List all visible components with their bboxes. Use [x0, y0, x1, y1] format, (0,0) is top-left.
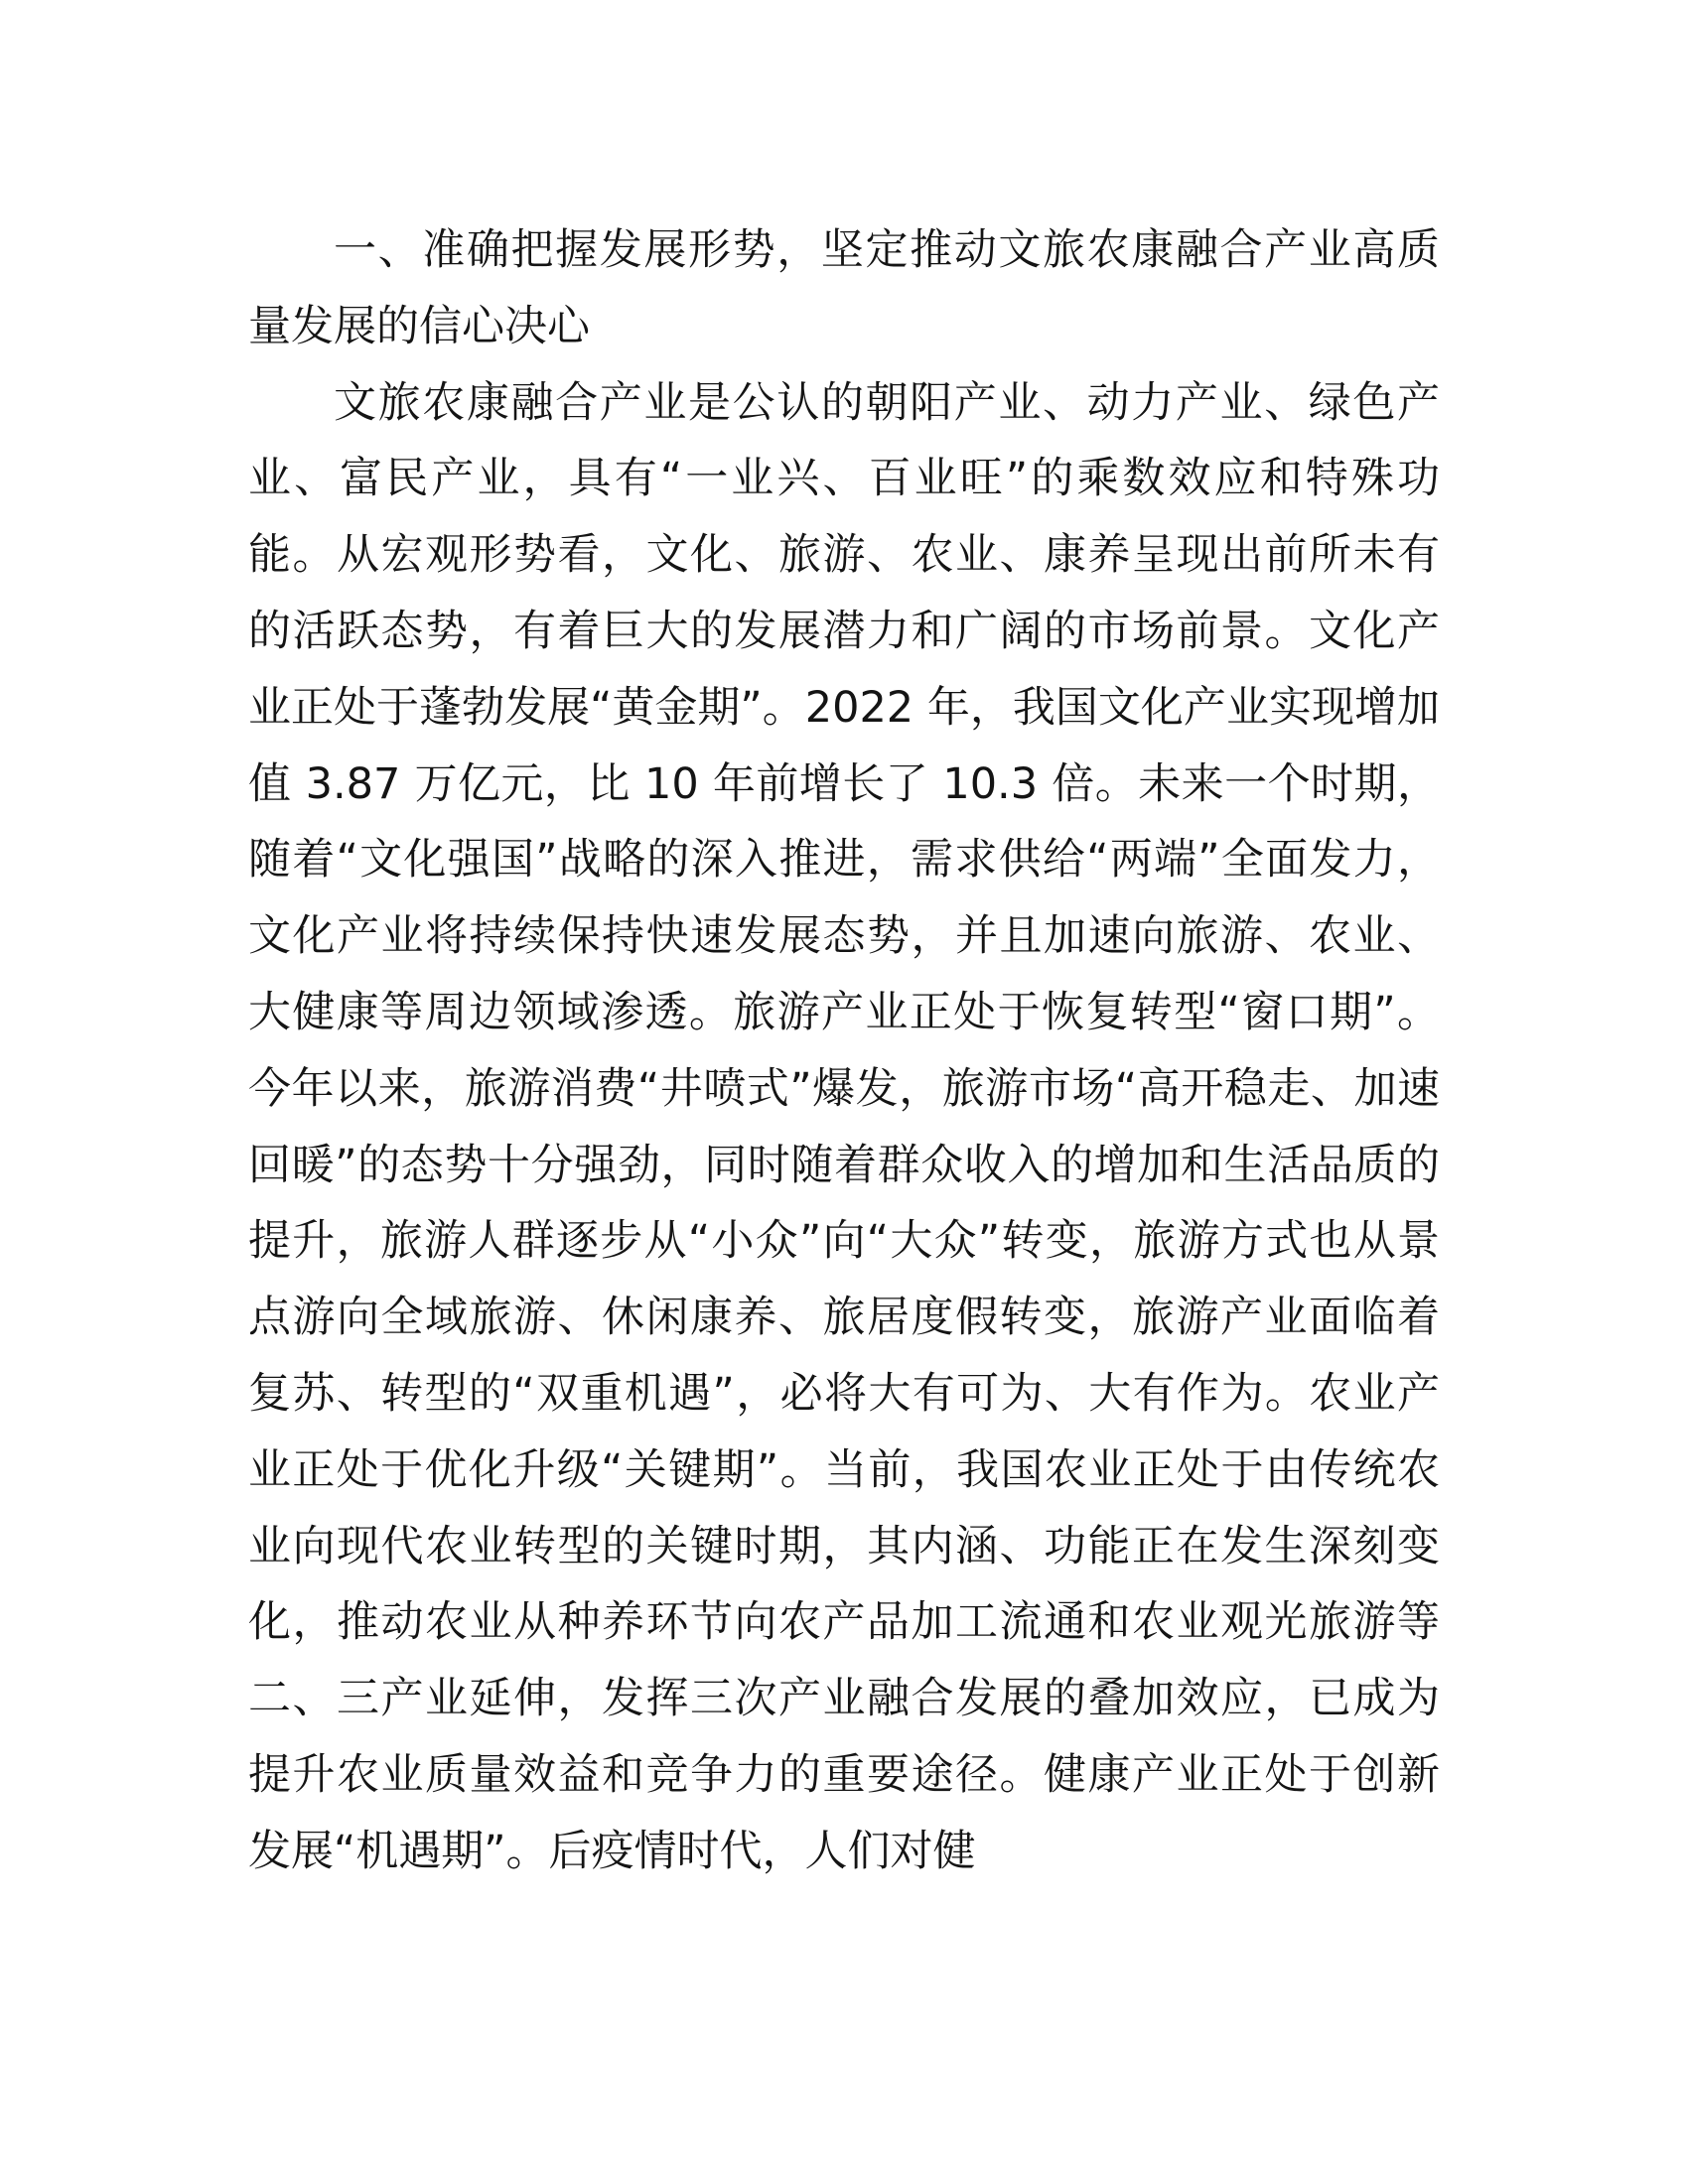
document-body	[248, 212, 1440, 1890]
section-heading: 一、准确把握发展形势，坚定推动文旅农康融合产业高质量发展的信心决心	[248, 225, 1440, 351]
body-paragraph: 文旅农康融合产业是公认的朝阳产业、动力产业、绿色产业、富民产业，具有“一业兴、百业旺”的乘数效应和特殊功能。从宏观形势看，文化、旅游、农业、康养呈现出前所未有的活跃态势，有着巨大的发展潜力和广阔的市场前景。文化产业正处于蓬勃发展“黄金期”。2022 年，我国文化产业实现增加值 3.87 万亿元，比 10 年前增长了 10.3 倍。未来一个时期，随着“文化强国”战略的深入推进，需求供给“两端”全面发力，文化产业将持续保持快速发展态势，并且加速向旅游、农业、大健康等周边领域渗透。旅游产业正处于恢复转型“窗口期”。今年以来，旅游消费“井喷式”爆发，旅游市场“高开稳走、加速回暖”的态势十分强劲，同时随着群众收入的增加和生活品质的提升，旅游人群逐步从“小众”向“大众”转变，旅游方式也从景点游向全域旅游、休闲康养、旅居度假转变，旅游产业面临着复苏、转型的“双重机遇”，必将大有可为、大有作为。农业产业正处于优化升级“关键期”。当前，我国农业正处于由传统农业向现代农业转型的关键时期，其内涵、功能正在发生深刻变化，推动农业从种养环节向农产品加工流通和农业观光旅游等二、三产业延伸，发挥三次产业融合发展的叠加效应，已成为提升农业质量效益和竞争力的重要途径。健康产业正处于创新发展“机遇期”。后疫情时代，人们对健	[248, 377, 1440, 1876]
